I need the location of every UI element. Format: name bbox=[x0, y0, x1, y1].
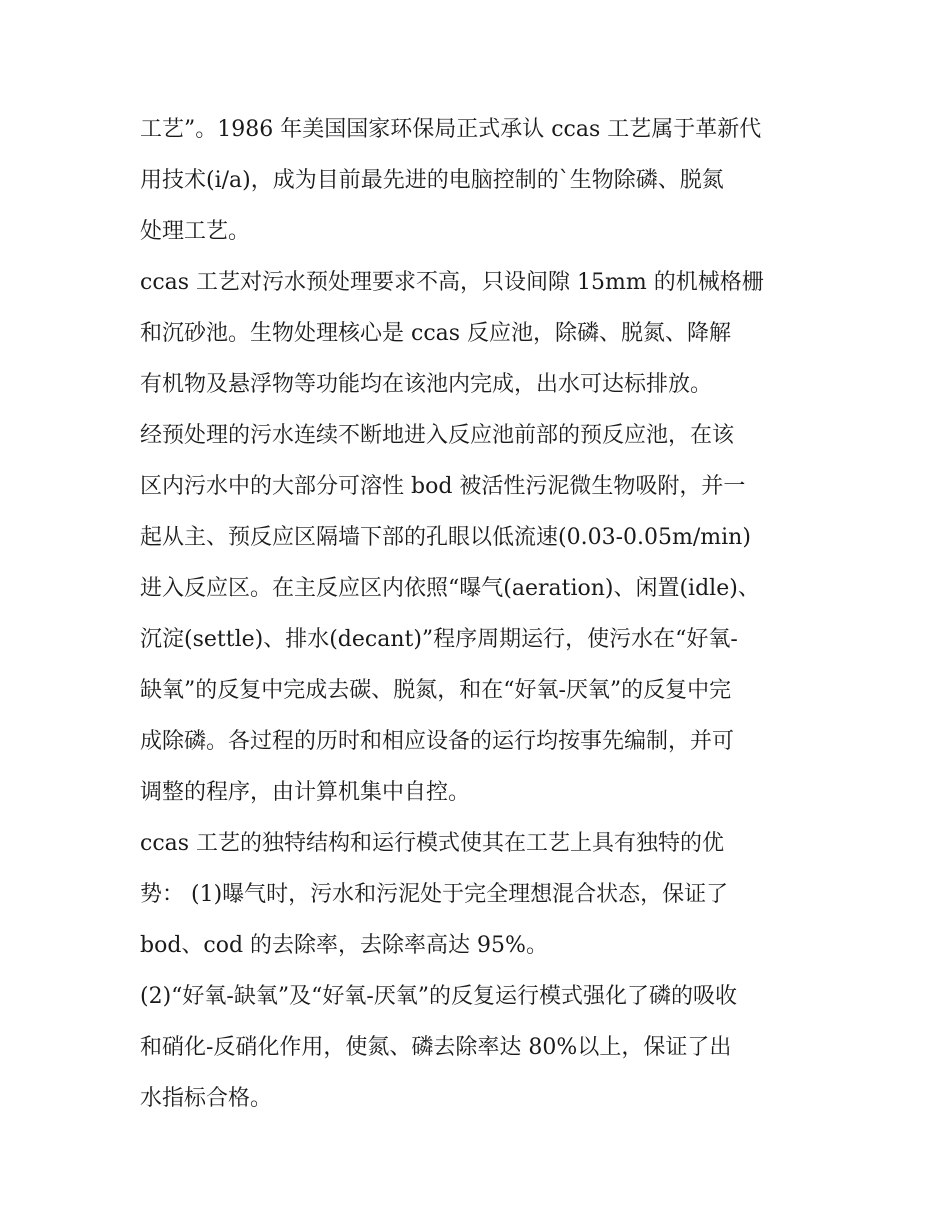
text-line: ccas 工艺对污水预处理要求不高，只设间隙 15mm 的机械格栅 bbox=[140, 270, 764, 295]
text-line: 起从主、预反应区隔墙下部的孔眼以低流速(0.03-0.05m/min) bbox=[140, 525, 751, 550]
text-line: 有机物及悬浮物等功能均在该池内完成，出水可达标排放。 bbox=[140, 372, 713, 397]
text-line: 调整的程序，由计算机集中自控。 bbox=[140, 780, 471, 805]
text-line: 缺氧”的反复中完成去碳、脱氮，和在“好氧-厌氧”的反复中完 bbox=[140, 678, 732, 703]
text-line: 和沉砂池。生物处理核心是 ccas 反应池，除磷、脱氮、降解 bbox=[140, 321, 732, 346]
text-line: 用技术(i/a)，成为目前最先进的电脑控制的`生物除磷、脱氮 bbox=[140, 168, 724, 193]
text-line: 水指标合格。 bbox=[140, 1086, 273, 1111]
text-line: 工艺”。1986 年美国国家环保局正式承认 ccas 工艺属于革新代 bbox=[140, 117, 762, 142]
text-line: 处理工艺。 bbox=[140, 219, 251, 244]
text-line: 和硝化-反硝化作用，使氮、磷去除率达 80%以上，保证了出 bbox=[140, 1035, 732, 1060]
text-line: 经预处理的污水连续不断地进入反应池前部的预反应池，在该 bbox=[140, 423, 735, 448]
body-text bbox=[140, 104, 830, 1124]
text-line: ccas 工艺的独特结构和运行模式使其在工艺上具有独特的优 bbox=[140, 831, 725, 856]
text-line: bod、cod 的去除率，去除率高达 95%。 bbox=[140, 933, 548, 958]
text-line: (2)“好氧-缺氧”及“好氧-厌氧”的反复运行模式强化了磷的吸收 bbox=[140, 984, 738, 1009]
text-line: 区内污水中的大部分可溶性 bod 被活性污泥微生物吸附，并一 bbox=[140, 474, 746, 499]
text-line: 沉淀(settle)、排水(decant)”程序周期运行，使污水在“好氧- bbox=[140, 627, 738, 652]
text-line: 势： (1)曝气时，污水和污泥处于完全理想混合状态，保证了 bbox=[140, 882, 729, 907]
text-line: 成除磷。各过程的历时和相应设备的运行均按事先编制，并可 bbox=[140, 729, 735, 754]
text-line: 进入反应区。在主反应区内依照“曝气(aeration)、闲置(idle)、 bbox=[140, 576, 760, 601]
